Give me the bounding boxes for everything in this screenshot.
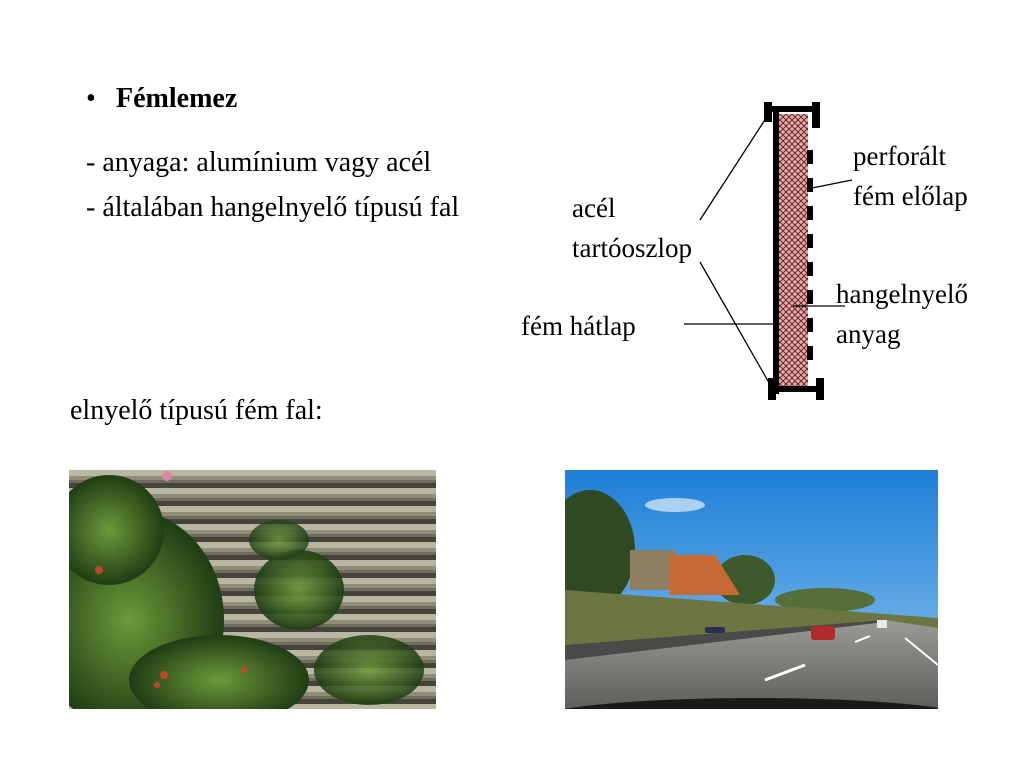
text-line-wall-type: - általában hangelnyelő típusú fal: [86, 192, 460, 223]
bottom-flange-left-lip: [768, 378, 776, 400]
top-flange: [764, 106, 820, 112]
text-line-material: - anyaga: alumínium vagy acél: [86, 147, 432, 178]
bottom-flange-right-lip: [816, 378, 824, 400]
metal-wall-with-plants-photo: [69, 470, 436, 709]
label-perforated-line2: fém előlap: [853, 181, 968, 211]
highway-noise-barrier-photo: [565, 470, 938, 709]
label-backplate: fém hátlap: [521, 311, 636, 341]
back-plate: [773, 106, 779, 394]
caption-text: elnyelő típusú fém fal:: [70, 395, 323, 426]
label-perforated-line1: perforált: [853, 141, 946, 171]
leader-perforated: [812, 180, 852, 188]
top-flange-right-lip: [812, 102, 820, 128]
bullet-heading: Fémlemez: [116, 83, 238, 114]
label-post-line1: acél: [572, 193, 616, 223]
label-post-line2: tartóoszlop: [572, 233, 692, 263]
bottom-flange: [768, 386, 824, 392]
leader-post-bottom: [700, 262, 772, 388]
bullet-dot: •: [86, 83, 96, 114]
leader-post-top: [700, 112, 770, 220]
label-absorber-line2: anyag: [836, 319, 901, 349]
absorber-material: [778, 114, 808, 386]
label-absorber-line1: hangelnyelő: [836, 279, 968, 309]
